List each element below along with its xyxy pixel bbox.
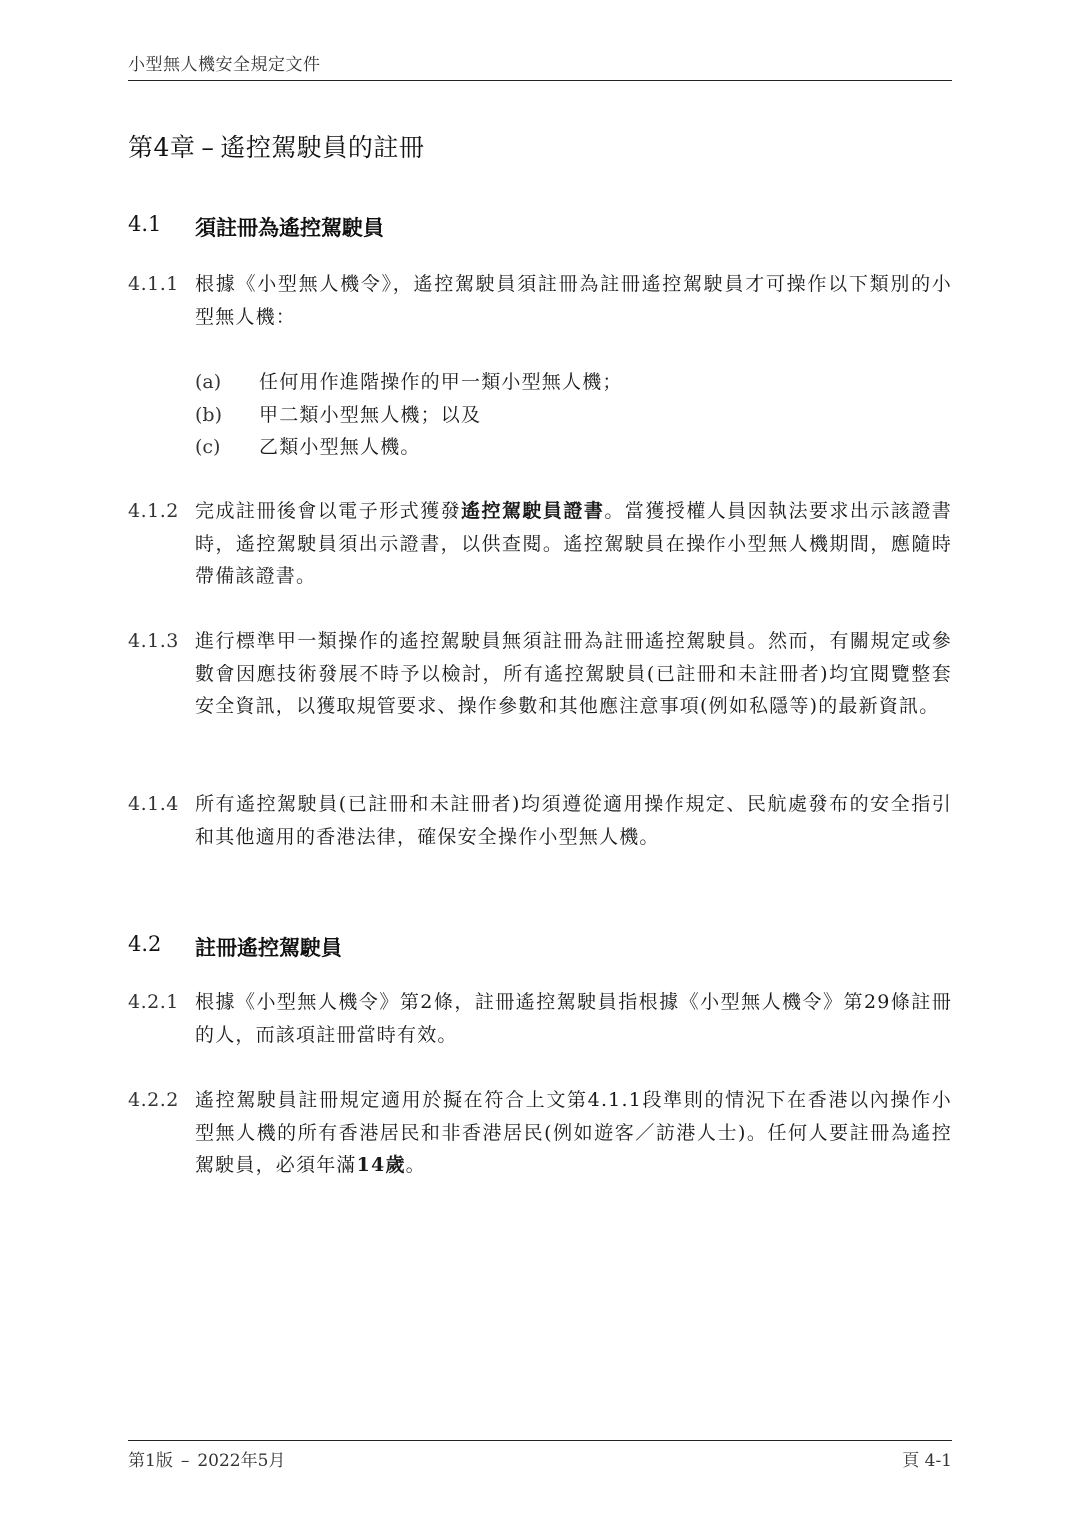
paragraph-number: 4.1.3 [128, 630, 179, 652]
list-item [195, 399, 895, 432]
aircraft-category-list [195, 366, 895, 464]
footer-divider [128, 1440, 952, 1441]
paragraph-number: 4.1.2 [128, 500, 179, 522]
text-segment: 。 [405, 1154, 426, 1176]
chapter-prefix: 第4章 [128, 133, 196, 162]
bold-term: 遙控駕駛員證書 [461, 500, 605, 522]
paragraph-4-1-1 [128, 268, 952, 333]
section-number: 4.1 [128, 212, 162, 236]
list-marker: (b) [195, 403, 222, 426]
text-segment: 完成註冊後會以電子形式獲發 [195, 500, 462, 522]
paragraph-number: 4.1.1 [128, 273, 179, 295]
section-heading-4-1 [128, 212, 384, 242]
footer-edition [128, 1446, 285, 1471]
paragraph-4-1-2 [128, 495, 952, 593]
footer-dash: – [180, 1451, 190, 1471]
edition-label: 第1版 [128, 1451, 173, 1471]
section-title: 須註冊為遙控駕駛員 [195, 215, 384, 240]
list-text: 乙類小型無人機。 [259, 436, 421, 458]
list-marker: (a) [195, 371, 222, 393]
text-segment: 。當獲授權人員因執法要求出示該證書時，遙控駕駛員須出示證書，以供查閱。遙控駕駛員在操作小型無人機期間，應隨時帶備該證書。 [195, 500, 952, 587]
section-title: 註冊遙控駕駛員 [195, 935, 342, 960]
paragraph-number: 4.2.1 [128, 991, 179, 1013]
paragraph-text: 進行標準甲一類操作的遙控駕駛員無須註冊為註冊遙控駕駛員。然而，有關規定或參數會因應技術發展不時予以檢討，所有遙控駕駛員(已註冊和未註冊者)均宜閱覽整套安全資訊，以獲取規管要求、操作參數和其他應注意事項(例如私隱等)的最新資訊。 [195, 630, 952, 717]
paragraph-4-1-3 [128, 625, 952, 723]
chapter-name: 遙控駕駛員的註冊 [220, 133, 425, 162]
paragraph-number: 4.1.4 [128, 793, 179, 815]
list-text: 甲二類小型無人機；以及 [259, 403, 482, 426]
paragraph-text: 所有遙控駕駛員(已註冊和未註冊者)均須遵從適用操作規定、民航處發布的安全指引和其他適用的香港法律，確保安全操作小型無人機。 [195, 793, 952, 848]
chapter-title [128, 128, 424, 164]
section-number: 4.2 [128, 932, 162, 956]
paragraph-4-1-4 [128, 788, 952, 853]
page-number: 頁 4-1 [902, 1451, 952, 1471]
header-divider [128, 80, 952, 81]
edition-date: 2022年5月 [197, 1451, 286, 1471]
paragraph-text [195, 495, 952, 593]
paragraph-text: 根據《小型無人機令》第2條，註冊遙控駕駛員指根據《小型無人機令》第29條註冊的人，而該項註冊當時有效。 [195, 991, 952, 1046]
list-text: 任何用作進階操作的甲一類小型無人機； [259, 371, 623, 393]
paragraph-number: 4.2.2 [128, 1089, 179, 1111]
section-heading-4-2 [128, 932, 342, 962]
paragraph-text [195, 1084, 952, 1182]
paragraph-text: 根據《小型無人機令》，遙控駕駛員須註冊為註冊遙控駕駛員才可操作以下類別的小型無人機： [195, 273, 952, 328]
paragraph-4-2-2 [128, 1084, 952, 1182]
paragraph-4-2-1 [128, 986, 952, 1051]
list-marker: (c) [195, 436, 221, 458]
list-item [195, 431, 895, 464]
list-item [195, 366, 895, 399]
text-segment: 遙控駕駛員註冊規定適用於擬在符合上文第4.1.1段準則的情況下在香港以內操作小型無人機的所有香港居民和非香港居民(例如遊客／訪港人士)。任何人要註冊為遙控駕駛員，必須年滿 [195, 1089, 952, 1176]
chapter-dash: – [201, 133, 215, 162]
document-header-title: 小型無人機安全規定文件 [128, 55, 321, 75]
bold-term: 14歲 [356, 1154, 406, 1176]
